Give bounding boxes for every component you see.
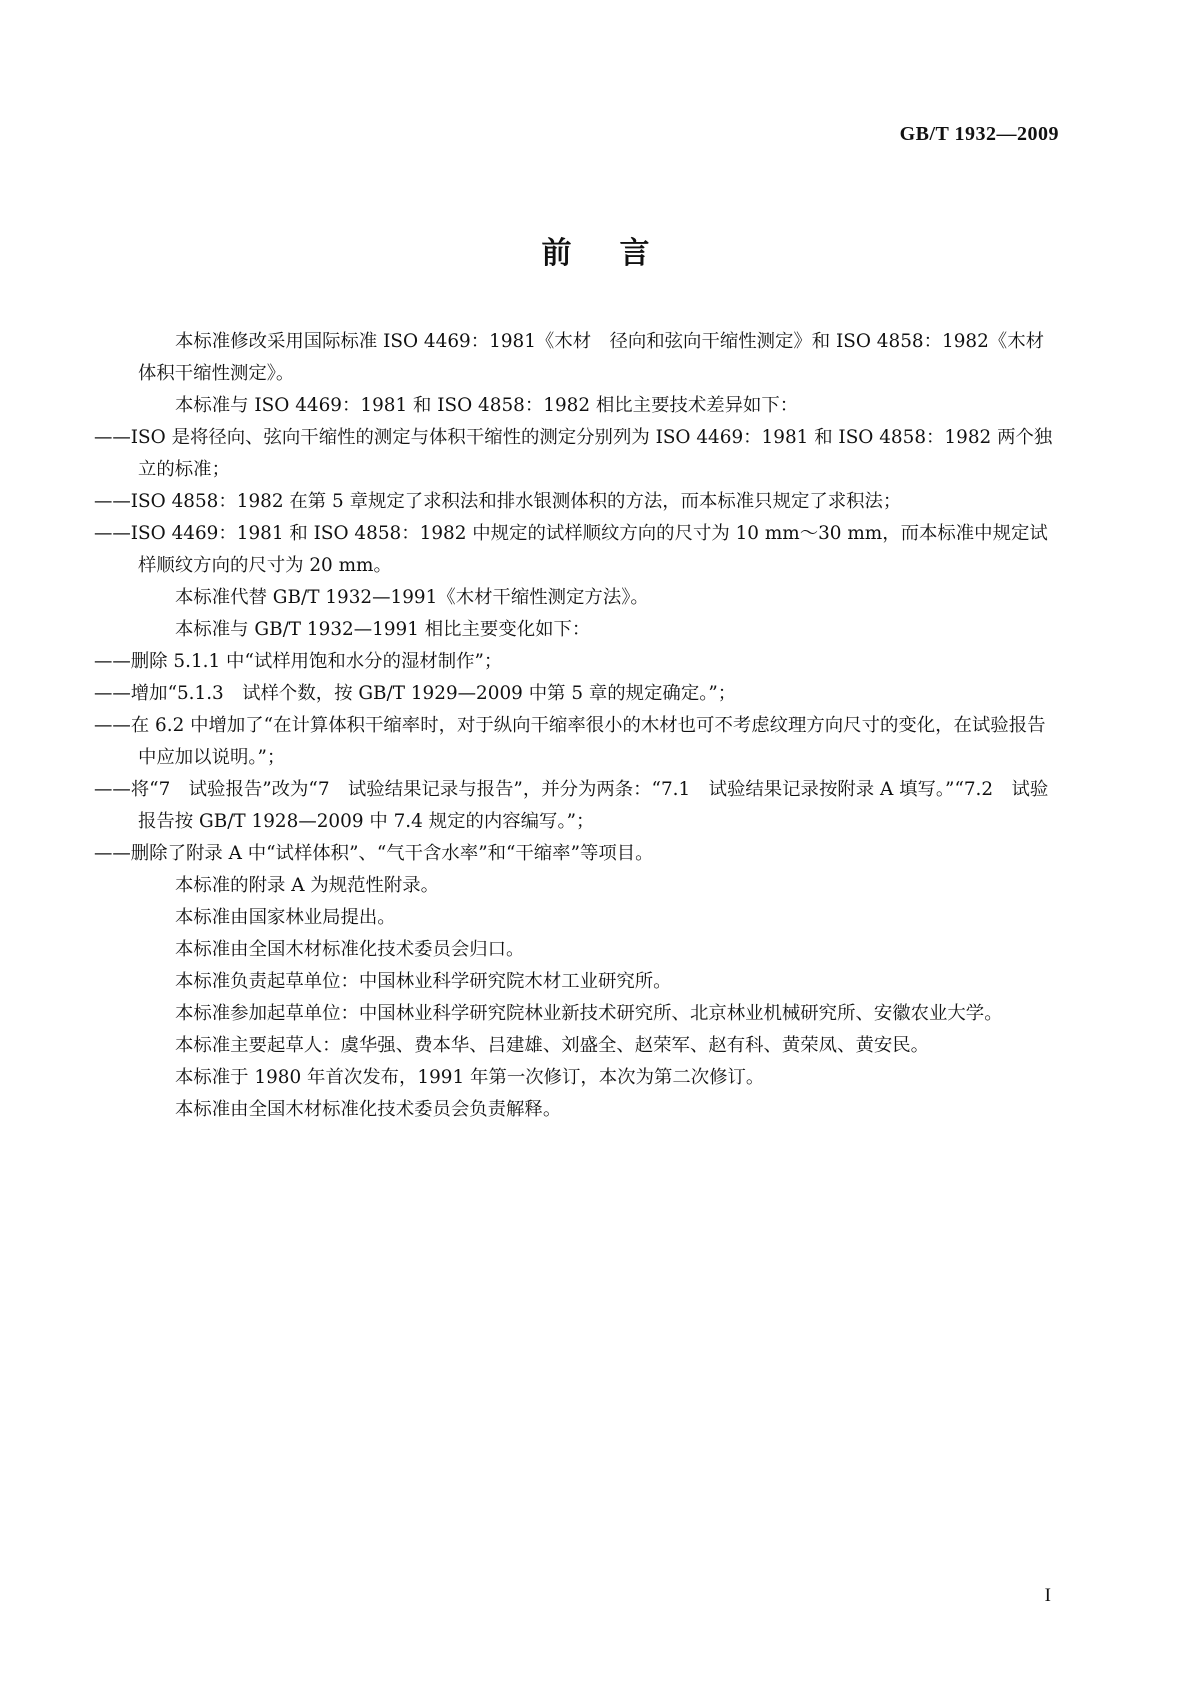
paragraph: 本标准与 ISO 4469：1981 和 ISO 4858：1982 相比主要技术差异如下： <box>175 395 799 416</box>
paragraph: 本标准于 1980 年首次发布，1991 年第一次修订，本次为第二次修订。 <box>175 1067 765 1088</box>
paragraph: 本标准修改采用国际标准 ISO 4469：1981《木材 径向和弦向干缩性测定》和 ISO 4858：1982《木材 体积干缩性测定》。 <box>138 331 1063 384</box>
paragraph: 本标准与 GB/T 1932—1991 相比主要变化如下： <box>175 619 591 640</box>
paragraph: 本标准负责起草单位：中国林业科学研究院木材工业研究所。 <box>175 971 672 992</box>
dash-list-item: ——ISO 4858：1982 在第 5 章规定了求积法和排水银测体积的方法，而本标准只规定了求积法； <box>94 491 902 512</box>
page-title: 前言 <box>541 236 698 271</box>
paragraph: 本标准参加起草单位：中国林业科学研究院林业新技术研究所、北京林业机械研究所、安徽农业大学。 <box>175 1003 1003 1024</box>
dash-list-item: ——删除 5.1.1 中“试样用饱和水分的湿材制作”； <box>94 651 503 672</box>
dash-list-item: ——ISO 是将径向、弦向干缩性的测定与体积干缩性的测定分别列为 ISO 4469：1981 和 ISO 4858：1982 两个独立的标准； <box>94 427 1053 480</box>
dash-list-item: ——将“7 试验报告”改为“7 试验结果记录与报告”，并分为两条：“7.1 试验结果记录按附录 A 填写。”“7.2 试验报告按 GB/T 1928—2009 中 7.4 规定的内容编写。”； <box>94 779 1049 832</box>
dash-list-item: ——在 6.2 中增加了“在计算体积干缩率时，对于纵向干缩率很小的木材也可不考虑纹理方向尺寸的变化，在试验报告中应加以说明。”； <box>94 715 1046 768</box>
page-number: I <box>1044 1585 1051 1606</box>
standard-code: GB/T 1932—2009 <box>899 123 1059 145</box>
paragraph: 本标准主要起草人：虞华强、费本华、吕建雄、刘盛全、赵荣军、赵有科、黄荣凤、黄安民。 <box>175 1035 930 1056</box>
paragraph: 本标准代替 GB/T 1932—1991《木材干缩性测定方法》。 <box>175 587 649 608</box>
paragraph: 本标准的附录 A 为规范性附录。 <box>175 875 440 896</box>
dash-list-item: ——删除了附录 A 中“试样体积”、“气干含水率”和“干缩率”等项目。 <box>94 843 654 864</box>
foreword-body <box>94 326 1063 1126</box>
dash-list-item: ——增加“5.1.3 试样个数，按 GB/T 1929—2009 中第 5 章的规定确定。”； <box>94 683 737 704</box>
paragraph: 本标准由国家林业局提出。 <box>175 907 396 928</box>
paragraph: 本标准由全国木材标准化技术委员会负责解释。 <box>175 1099 562 1120</box>
paragraph: 本标准由全国木材标准化技术委员会归口。 <box>175 939 525 960</box>
dash-list-item: ——ISO 4469：1981 和 ISO 4858：1982 中规定的试样顺纹方向的尺寸为 10 mm～30 mm，而本标准中规定试样顺纹方向的尺寸为 20 mm。 <box>94 523 1048 576</box>
